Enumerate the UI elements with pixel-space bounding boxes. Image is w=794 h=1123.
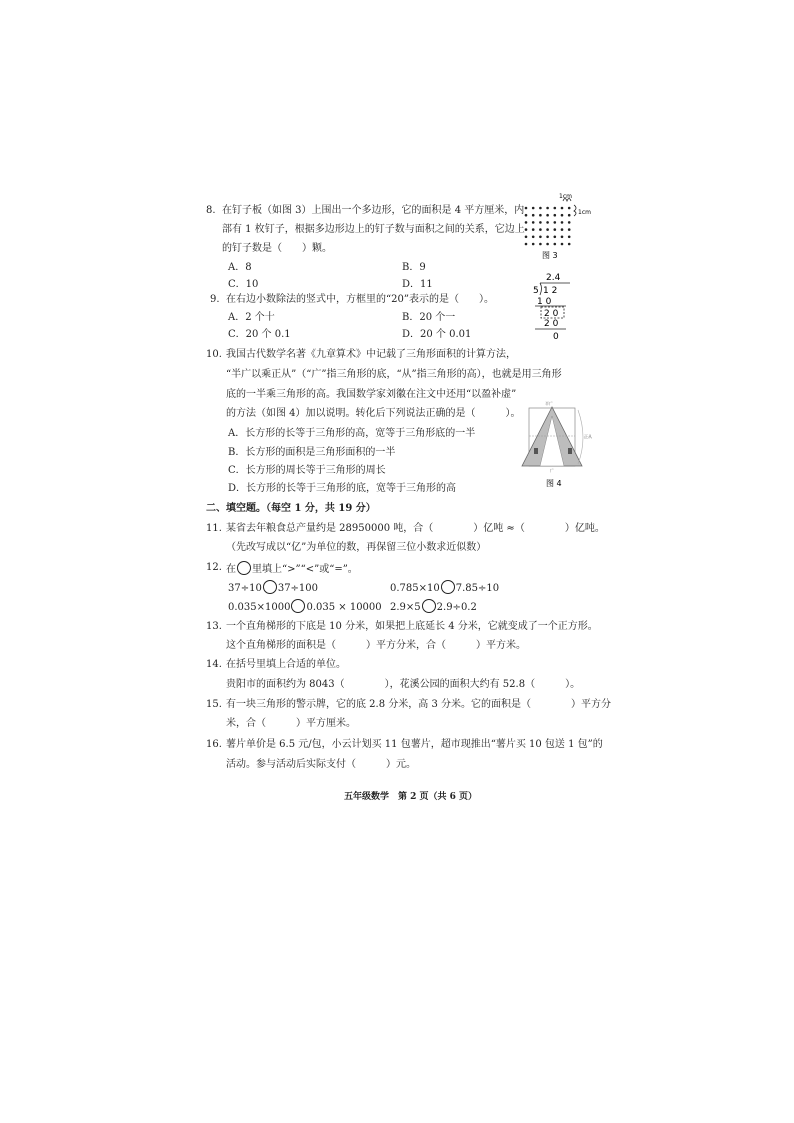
answer-circle[interactable] bbox=[441, 580, 455, 594]
q12-item4-left: 2.9×5 bbox=[390, 602, 421, 613]
q15-text-line2: 米，合（ ）平方厘米。 bbox=[226, 718, 356, 729]
q12-text-post: 里填上“>”“<”或“=”。 bbox=[252, 564, 358, 575]
figure4-piece-right bbox=[568, 448, 572, 454]
q11-number: 11. bbox=[206, 523, 222, 534]
compare-circle-icon bbox=[237, 561, 251, 575]
q12-item-3 bbox=[228, 599, 382, 615]
peg-dot bbox=[539, 243, 542, 246]
q9-number: 9. bbox=[210, 294, 220, 305]
q12-item-2 bbox=[390, 580, 499, 596]
peg-dot bbox=[539, 214, 542, 217]
peg-dot bbox=[525, 207, 528, 210]
q12-number: 12. bbox=[206, 562, 222, 573]
peg-dot bbox=[561, 228, 564, 231]
peg-dot bbox=[561, 214, 564, 217]
long-division-figure bbox=[530, 270, 590, 342]
figure4-label-bottom: 广 bbox=[550, 468, 554, 473]
figure3-caption: 图 3 bbox=[542, 251, 558, 260]
figure4-height-arc bbox=[578, 410, 583, 464]
peg-dot bbox=[525, 214, 528, 217]
peg-dot bbox=[568, 214, 571, 217]
section2-title: 二、填空题。（每空 1 分，共 19 分） bbox=[206, 503, 376, 514]
figure4-piece-left bbox=[534, 448, 538, 454]
peg-dot bbox=[568, 243, 571, 246]
division-divisor: 5 bbox=[533, 286, 539, 296]
answer-circle[interactable] bbox=[291, 599, 305, 613]
unit-label-right: 1cm bbox=[578, 209, 591, 216]
q12-text-pre: 在 bbox=[226, 564, 236, 575]
peg-dot bbox=[539, 207, 542, 210]
q12-instruction bbox=[226, 561, 358, 577]
q15-text-line1: 有一块三角形的警示牌，它的底 2.8 分米，高 3 分米。它的面积是（ ）平方分 bbox=[226, 699, 611, 710]
figure4-label-top: 半广 bbox=[545, 401, 553, 406]
q8-text-line1: 在钉子板（如图 3）上围出一个多边形，它的面积是 4 平方厘米，内 bbox=[222, 205, 525, 216]
q13-text-line1: 一个直角梯形的下底是 10 分米，如果把上底延长 4 分米，它就变成了一个正方形。 bbox=[226, 621, 598, 632]
figure4-triangle-rectangle bbox=[518, 398, 594, 488]
q8-number: 8. bbox=[206, 205, 216, 216]
peg-dot bbox=[525, 228, 528, 231]
answer-circle[interactable] bbox=[422, 599, 436, 613]
q12-item3-right: 0.035 × 10000 bbox=[306, 602, 382, 613]
q8-option-b: B．9 bbox=[402, 262, 426, 273]
q13-number: 13. bbox=[206, 621, 222, 632]
figure4-caption: 图 4 bbox=[546, 479, 562, 488]
q8-option-c: C．10 bbox=[228, 279, 259, 290]
peg-dot bbox=[539, 228, 542, 231]
peg-dot bbox=[561, 243, 564, 246]
peg-dot bbox=[568, 207, 571, 210]
division-dividend: 1 2 bbox=[543, 286, 558, 296]
q12-item-4 bbox=[390, 599, 477, 615]
q8-text-line2: 部有 1 枚钉子，根据多边形边上的钉子数与面积之间的关系，它边上 bbox=[222, 224, 525, 235]
peg-dot bbox=[546, 228, 549, 231]
q12-item1-left: 37÷10 bbox=[228, 583, 262, 594]
q10-option-d: D．长方形的长等于三角形的底，宽等于三角形的高 bbox=[228, 483, 457, 494]
peg-dot bbox=[532, 228, 535, 231]
division-step3: 2 0 bbox=[544, 319, 559, 329]
peg-dot bbox=[546, 236, 549, 239]
peg-dot bbox=[554, 221, 557, 224]
peg-dot bbox=[532, 207, 535, 210]
q16-text-line1: 薯片单价是 6.5 元/包，小云计划买 11 包薯片，超市现推出“薯片买 10 包送 1 包”的 bbox=[226, 739, 603, 750]
q10-text-line2: “半广以乘正从”（“广”指三角形的底，“从”指三角形的高），也就是用三角形 bbox=[226, 369, 562, 380]
peg-dot bbox=[539, 236, 542, 239]
peg-dot bbox=[554, 236, 557, 239]
peg-dot bbox=[554, 228, 557, 231]
q8-option-d: D．11 bbox=[402, 279, 433, 290]
q12-item-1 bbox=[228, 580, 318, 596]
peg-dot bbox=[568, 228, 571, 231]
peg-dot bbox=[532, 236, 535, 239]
q14-number: 14. bbox=[206, 659, 222, 670]
q10-text-line3: 底的一半乘三角形的高。我国数学家刘徽在注文中还用“以盈补虚” bbox=[226, 389, 517, 400]
peg-dot bbox=[561, 207, 564, 210]
division-remainder: 0 bbox=[553, 332, 559, 342]
q10-option-c: C．长方形的周长等于三角形的周长 bbox=[228, 465, 386, 476]
peg-dot bbox=[525, 236, 528, 239]
q12-item2-left: 0.785×10 bbox=[390, 583, 440, 594]
q10-number: 10. bbox=[206, 349, 222, 360]
answer-circle[interactable] bbox=[263, 580, 277, 594]
peg-dot bbox=[546, 207, 549, 210]
peg-dot bbox=[532, 221, 535, 224]
peg-dot bbox=[546, 214, 549, 217]
peg-dot bbox=[525, 243, 528, 246]
peg-dot bbox=[539, 221, 542, 224]
peg-grid bbox=[525, 207, 571, 246]
q10-option-a: A．长方形的长等于三角形的高，宽等于三角形底的一半 bbox=[228, 428, 476, 439]
peg-dot bbox=[568, 236, 571, 239]
peg-dot bbox=[554, 207, 557, 210]
q9-option-b: B．20 个一 bbox=[402, 312, 456, 323]
q11-text-line1: 某省去年粮食总产量约是 28950000 吨，合（ ）亿吨 ≈（ ）亿吨。 bbox=[226, 523, 605, 534]
q9-text: 在右边小数除法的竖式中，方框里的“20”表示的是（ ）。 bbox=[226, 294, 494, 305]
peg-dot bbox=[568, 221, 571, 224]
q13-text-line2: 这个直角梯形的面积是（ ）平方分米，合（ ）平方米。 bbox=[226, 640, 526, 651]
q12-item4-right: 2.9÷0.2 bbox=[436, 602, 477, 613]
page-footer: 五年级数学 第 2 页（共 6 页） bbox=[344, 792, 478, 802]
q8-text-line3: 的钉子数是（ ）颗。 bbox=[222, 243, 332, 254]
q10-text-line1: 我国古代数学名著《九章算术》中记载了三角形面积的计算方法， bbox=[226, 349, 516, 360]
q12-item1-right: 37÷100 bbox=[277, 583, 319, 594]
peg-dot bbox=[554, 214, 557, 217]
peg-dot bbox=[546, 221, 549, 224]
figure3-pegboard bbox=[520, 192, 600, 267]
q12-item2-right: 7.85÷10 bbox=[455, 583, 500, 594]
division-step1: 1 0 bbox=[537, 297, 552, 307]
q9-option-d: D．20 个 0.01 bbox=[402, 329, 472, 340]
q10-text-line4: 的方法（如图 4）加以说明。转化后下列说法正确的是（ ）。 bbox=[226, 408, 521, 419]
q15-number: 15. bbox=[206, 699, 222, 710]
q14-text-line2: 贵阳市的面积约为 8043（ ），花溪公园的面积大约有 52.8（ ）。 bbox=[226, 679, 581, 690]
peg-dot bbox=[532, 243, 535, 246]
q9-option-c: C．20 个 0.1 bbox=[228, 329, 291, 340]
peg-dot bbox=[561, 236, 564, 239]
peg-dot bbox=[561, 221, 564, 224]
peg-dot bbox=[546, 243, 549, 246]
q10-option-b: B．长方形的面积是三角形面积的一半 bbox=[228, 447, 396, 458]
q12-item3-left: 0.035×1000 bbox=[228, 602, 291, 613]
division-step2: 2 0 bbox=[544, 309, 559, 319]
q8-option-a: A．8 bbox=[228, 262, 252, 273]
q9-option-a: A．2 个十 bbox=[228, 312, 275, 323]
peg-dot bbox=[554, 243, 557, 246]
division-quotient: 2.4 bbox=[546, 273, 561, 283]
peg-dot bbox=[525, 221, 528, 224]
unit-brace-right bbox=[574, 205, 576, 216]
figure4-label-side: 正从 bbox=[584, 434, 592, 439]
q11-text-line2: （先改写成以“亿”为单位的数，再保留三位小数求近似数） bbox=[226, 542, 487, 553]
unit-label-top: 1cm bbox=[559, 193, 572, 200]
q16-number: 16. bbox=[206, 739, 222, 750]
q14-text-line1: 在括号里填上合适的单位。 bbox=[226, 659, 346, 670]
peg-dot bbox=[532, 214, 535, 217]
q16-text-line2: 活动。参与活动后实际支付（ ）元。 bbox=[226, 759, 416, 770]
